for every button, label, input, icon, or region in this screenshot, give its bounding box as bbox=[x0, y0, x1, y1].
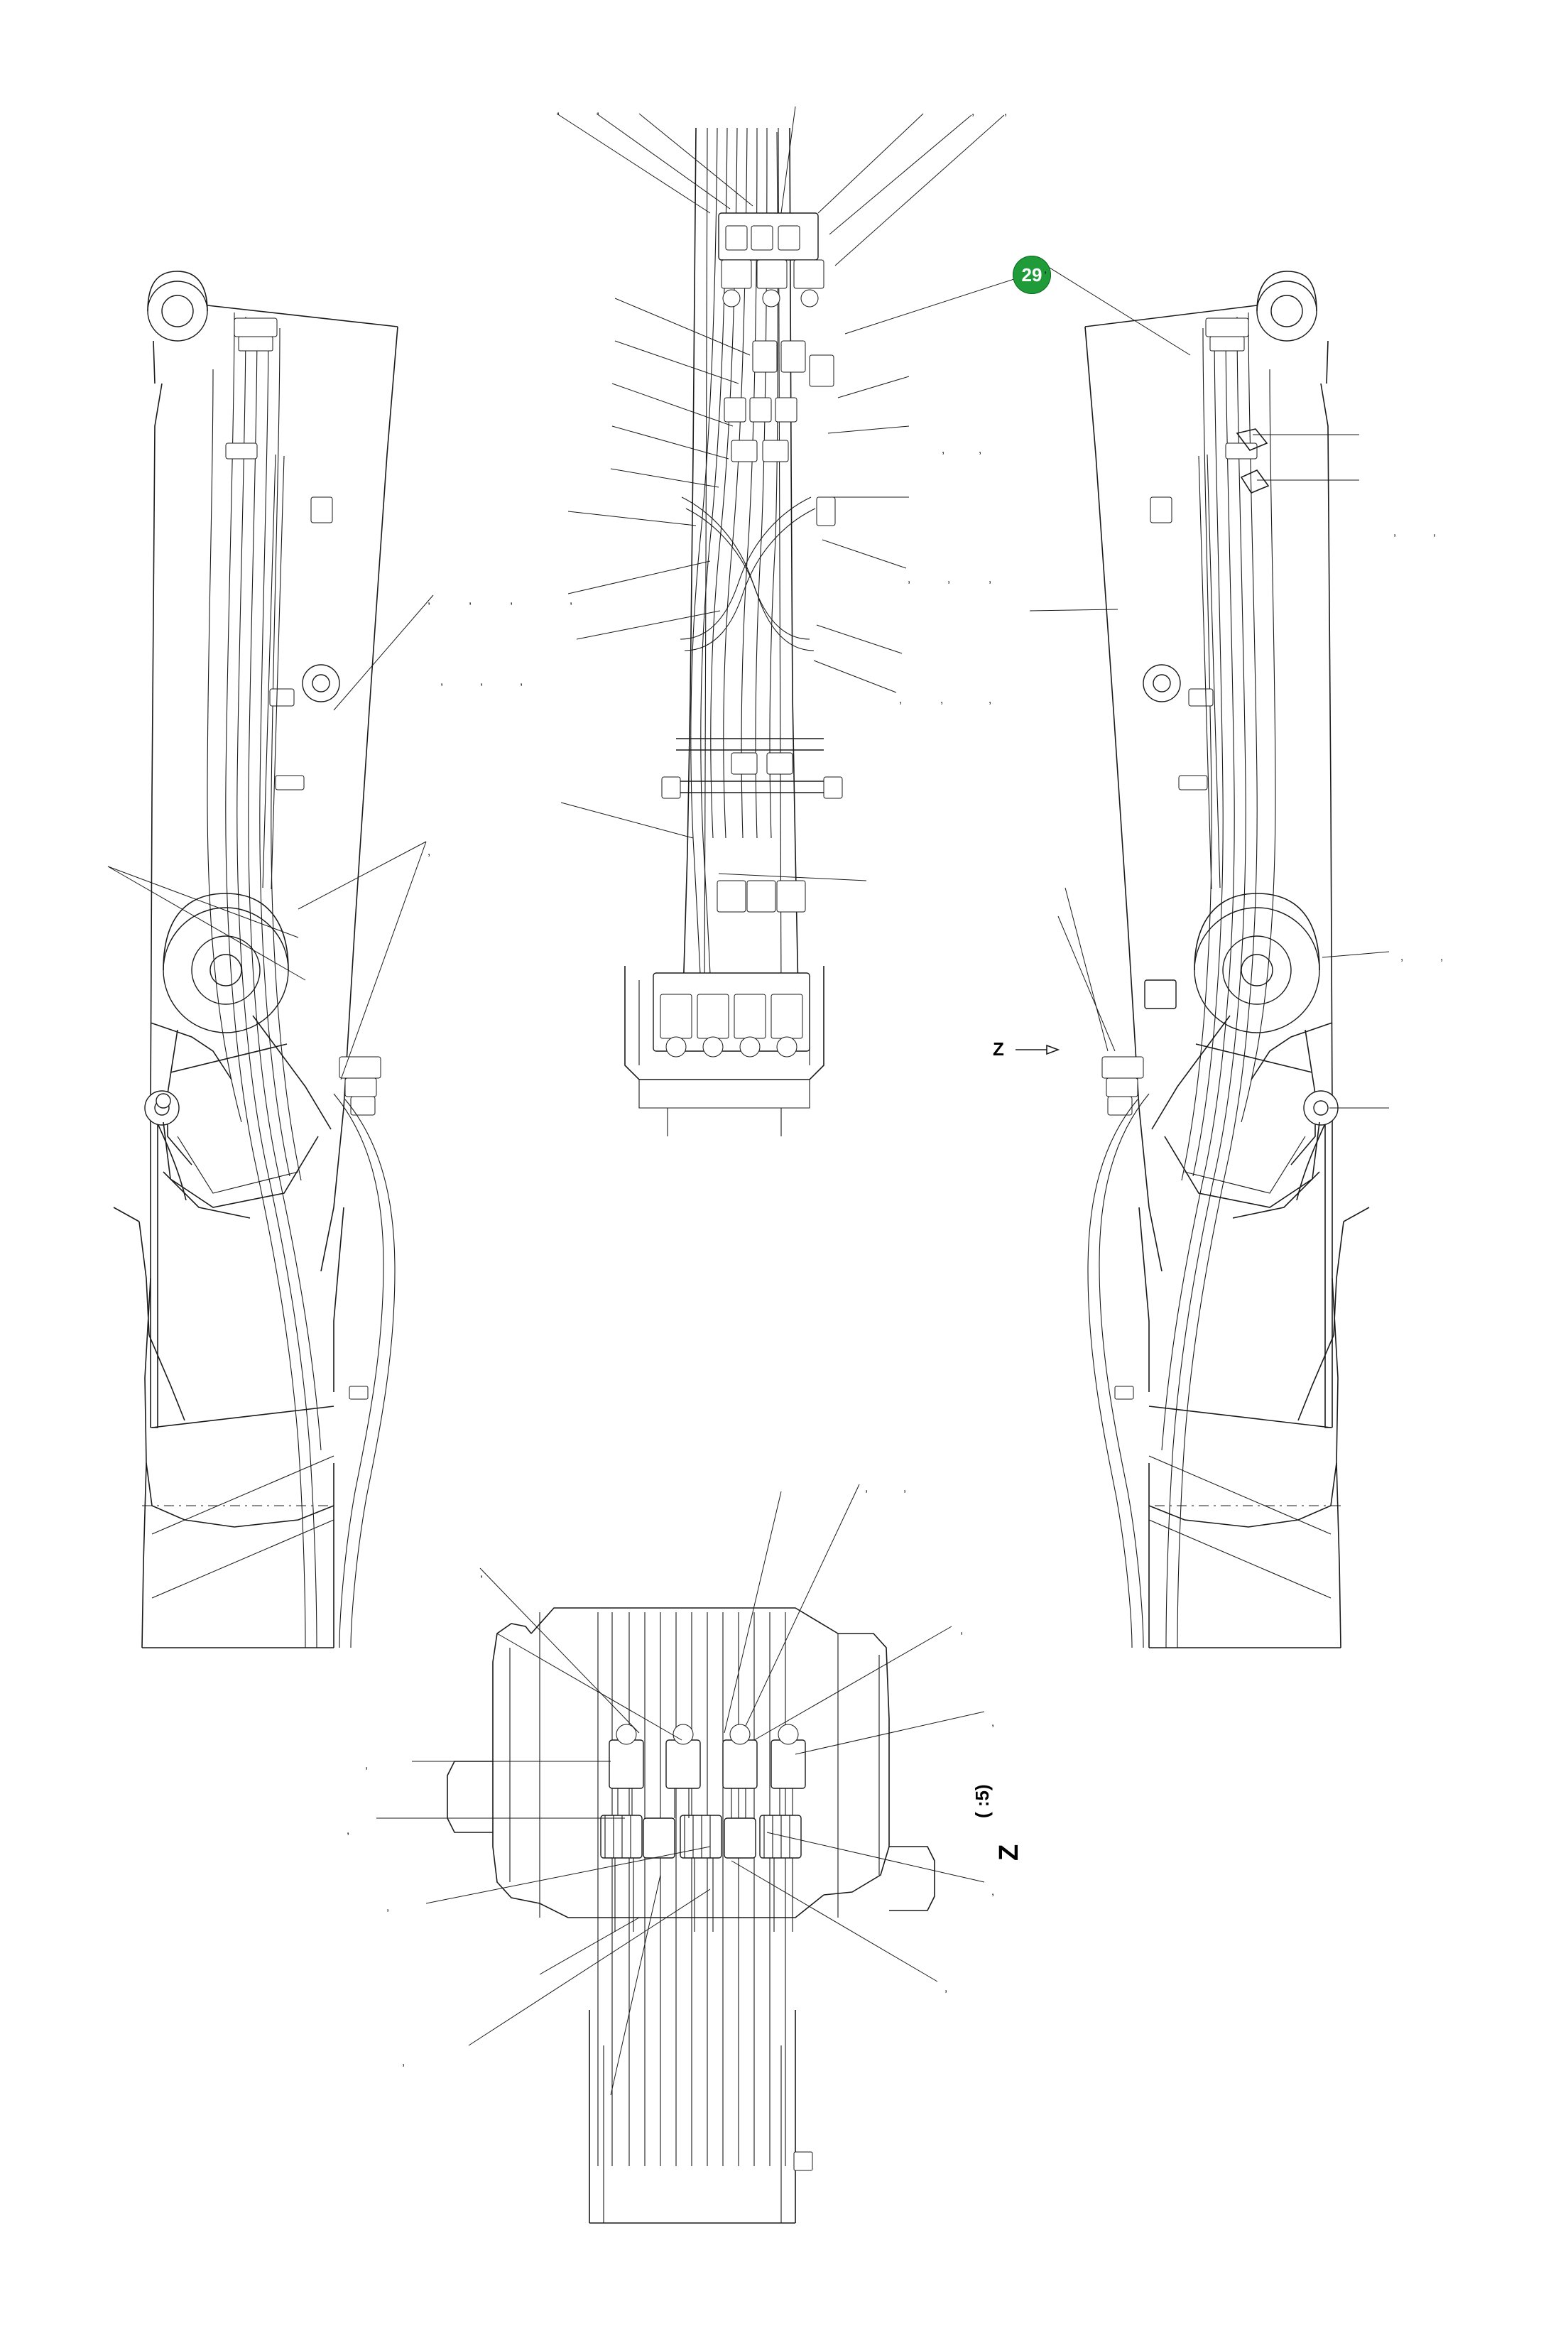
detail-view-scale: ( :5) bbox=[971, 1784, 993, 1818]
detail-view-label-z bbox=[994, 1844, 1025, 1861]
leader-mark: , bbox=[944, 1982, 948, 1994]
leader-mark: , bbox=[469, 594, 472, 607]
leader-mark: , bbox=[428, 594, 431, 607]
leader-mark: , bbox=[989, 694, 992, 706]
leader-mark: , bbox=[947, 573, 951, 585]
detail-z-view bbox=[376, 1484, 984, 2223]
leader-mark: , bbox=[402, 2056, 405, 2068]
leader-mark: , bbox=[1004, 106, 1008, 118]
leader-mark: , bbox=[386, 1901, 390, 1913]
leader-mark: , bbox=[865, 1482, 869, 1494]
leader-mark: , bbox=[347, 1825, 350, 1837]
leader-mark: , bbox=[1400, 951, 1404, 963]
leader-mark: , bbox=[971, 106, 975, 118]
leader-mark: , bbox=[960, 1624, 964, 1636]
leader-mark: , bbox=[365, 1759, 369, 1771]
callout-badge-29[interactable]: 29 bbox=[1013, 256, 1051, 294]
detail-view-scale-label bbox=[971, 1784, 993, 1818]
leader-mark: , bbox=[428, 846, 431, 858]
leader-mark: , bbox=[480, 675, 484, 687]
leader-mark: , bbox=[991, 1717, 995, 1729]
leader-mark: , bbox=[979, 444, 982, 456]
left-arm-assembly-view bbox=[108, 271, 433, 1648]
right-arm-assembly-view bbox=[1016, 264, 1389, 1648]
leader-mark: , bbox=[597, 104, 600, 116]
leader-mark: , bbox=[1044, 263, 1047, 276]
leader-mark: , bbox=[899, 694, 903, 706]
section-arrow-label-z: Z bbox=[993, 1038, 1004, 1060]
center-boom-hose-routing-view bbox=[557, 104, 1042, 1136]
leader-mark: , bbox=[1433, 526, 1437, 538]
leader-mark: , bbox=[480, 1567, 484, 1580]
leader-mark: , bbox=[908, 573, 911, 585]
leader-mark: , bbox=[989, 573, 992, 585]
leader-mark: , bbox=[903, 1482, 907, 1494]
leader-mark: , bbox=[940, 694, 944, 706]
leader-mark: , bbox=[1393, 526, 1397, 538]
leader-mark: , bbox=[520, 675, 523, 687]
leader-mark: , bbox=[1440, 951, 1444, 963]
leader-mark: , bbox=[570, 594, 573, 607]
detail-view-letter: Z bbox=[994, 1844, 1024, 1861]
leader-mark: , bbox=[440, 675, 444, 687]
leader-mark: , bbox=[557, 104, 560, 116]
leader-mark: , bbox=[942, 444, 945, 456]
leader-mark: , bbox=[991, 1886, 995, 1898]
leader-mark: , bbox=[510, 594, 513, 607]
